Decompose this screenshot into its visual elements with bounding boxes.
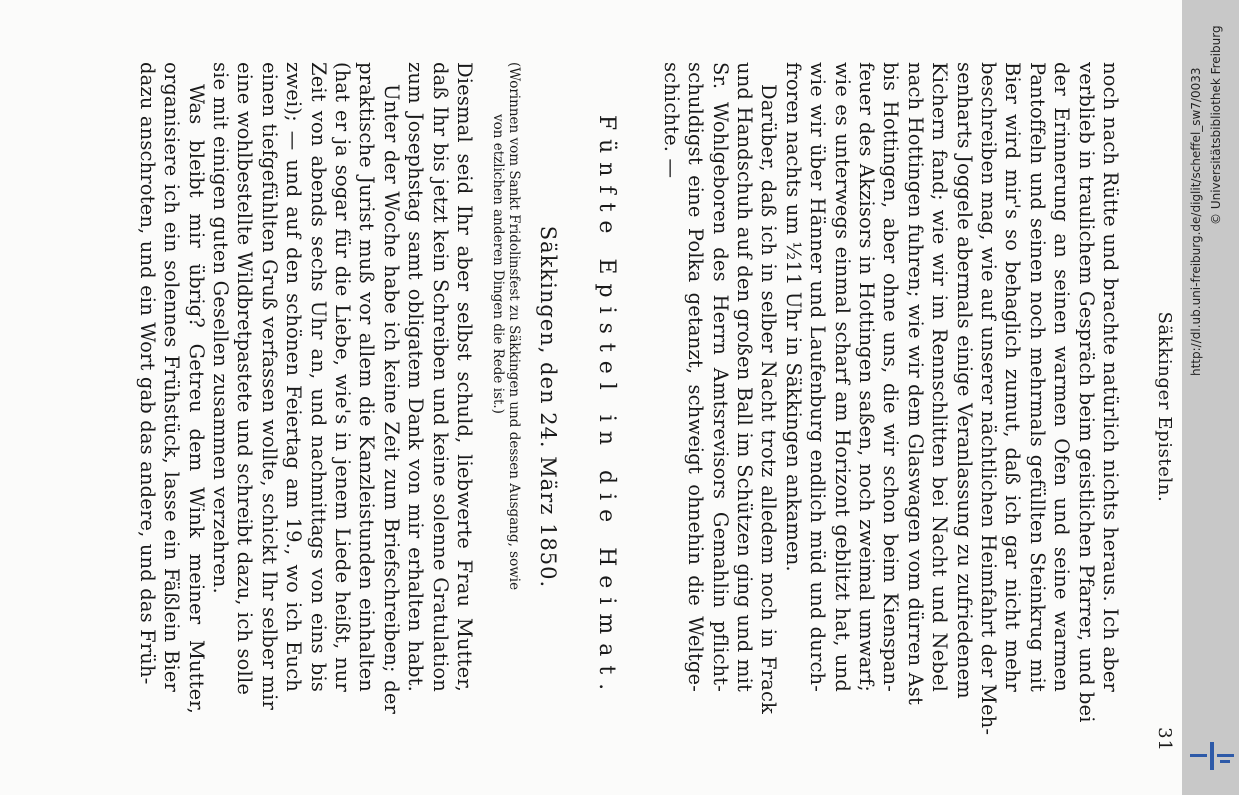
text-line: noch nach Rütte und brachte natürlich nichts heraus. Ich aber <box>1099 62 1122 692</box>
rotated-text-block <box>115 62 1175 752</box>
text-line: Was bleibt mir übrig? Getreu dem Wink meiner Mutter, <box>184 84 208 714</box>
text-line: einen tiefgefühlten Gruß verfassen wollte, schickt Ihr selber mir <box>257 62 281 710</box>
copyright-notice: © Universitätsbibliothek Freiburg <box>1209 25 1223 225</box>
chapter-title: Fünfte Epistel in die Heimat. <box>594 114 619 700</box>
page-number: 31 <box>1154 727 1175 752</box>
text-line: Zeit von abends sechs Uhr an, und nachmittags von eins bis <box>306 62 330 692</box>
text-line: Pantoffeln und seinen noch mehrmals gefüllten Steinkrug mit <box>1025 62 1049 692</box>
running-header: Säkkinger Episteln. <box>1154 311 1175 503</box>
text-line: nach Hottingen fuhren; wie wir dem Glaswagen vom dürren Ast <box>903 62 927 705</box>
text-line: der Erinnerung an seinen warmen Ofen und seine warmen <box>1050 62 1074 692</box>
text-line: wie wir über Hänner und Laufenburg endlich müd und durch- <box>806 62 830 692</box>
text-line: Diesmal seid Ihr aber selbst schuld, liebwerte Frau Mutter, <box>453 62 476 692</box>
source-url-link[interactable]: http://dl.ub.uni-freiburg.de/diglit/scheffel_sw7/0033 <box>1189 67 1203 376</box>
text-line: zwei); — und auf den schönen Feiertag am 19., wo ich Euch <box>282 62 306 692</box>
library-logo-icon <box>1190 738 1234 774</box>
chapter-subtitle-line-1: (Worinnen vom Sankt Fridolinsfest zu Säkkingen und dessen Ausgang, sowie <box>506 62 522 591</box>
text-line: sie mit einigen guten Gesellen zusammen verzehren. <box>209 62 232 594</box>
text-line: froren nachts um ½11 Uhr in Säkkingen ankamen. <box>781 62 805 572</box>
text-line: dazu anschroten, und ein Wort gab das andere, und das Früh- <box>135 62 159 685</box>
text-line: eine wohlbestellte Wildbretpastete und schreibt dazu, ich solle <box>233 62 257 696</box>
text-line: daß Ihr bis jetzt kein Schreiben und keine solenne Gratulation <box>428 62 452 692</box>
text-line: schuldigst eine Polka getanzt, schweigt ohnehin die Weltge- <box>684 62 708 692</box>
chapter-subtitle-line-2: von etzlichen anderen Dingen die Rede ist.) <box>490 114 506 414</box>
text-line: und Handschuh auf den großen Ball im Schützen ging und mit <box>733 62 756 692</box>
text-line: beschreiben mag, wie auf unserer nächtlichen Heimfahrt der Meh- <box>977 62 1000 736</box>
text-line: organisiere ich ein solennes Frühstück, lasse ein Fäßlein Bier <box>160 62 184 692</box>
text-line: bis Hottingen, aber ohne uns, die wir schon beim Kienspan- <box>879 62 903 692</box>
text-line: senharts Joggele abermals einige Veranlassung zu zufriedenem <box>952 62 976 699</box>
text-line: Sr. Wohlgeboren des Herrn Amtsrevisors Gemahlin pflicht- <box>708 62 732 692</box>
text-line: (hat er ja sogar für die Liebe, wie's in jenem Liede heißt, nur <box>331 62 354 692</box>
text-line: zum Josephstag samt obligatem Dank von mir erhalten habt. <box>404 62 428 692</box>
text-line: praktische Jurist muß vor allem die Kanzleistunden einhalten <box>355 62 379 692</box>
text-line: Bier wird mir's so behaglich zumut, daß ich gar nicht mehr <box>1001 62 1025 692</box>
text-line: schichte. — <box>659 62 683 179</box>
text-line: feuer des Akzisors in Hottingen saßen, noch zweimal umwarf; <box>855 62 878 692</box>
text-line: verblieb in traulichem Gespräch beim geistlichen Pfarrer, und bei <box>1074 62 1098 723</box>
text-line: Unter der Woche habe ich keine Zeit zum Briefschreiben; der <box>379 84 403 714</box>
text-line: wie es unterwegs einmal scharf am Horizont geblitzt hat, und <box>830 62 854 692</box>
text-line: Darüber, daß ich in selber Nacht trotz alledem noch in Frack <box>757 84 781 714</box>
dateline: Säkkingen, den 24. März 1850. <box>536 225 560 589</box>
text-line: Kichern fand; wie wir im Rennschlitten bei Nacht und Nebel <box>928 62 952 692</box>
